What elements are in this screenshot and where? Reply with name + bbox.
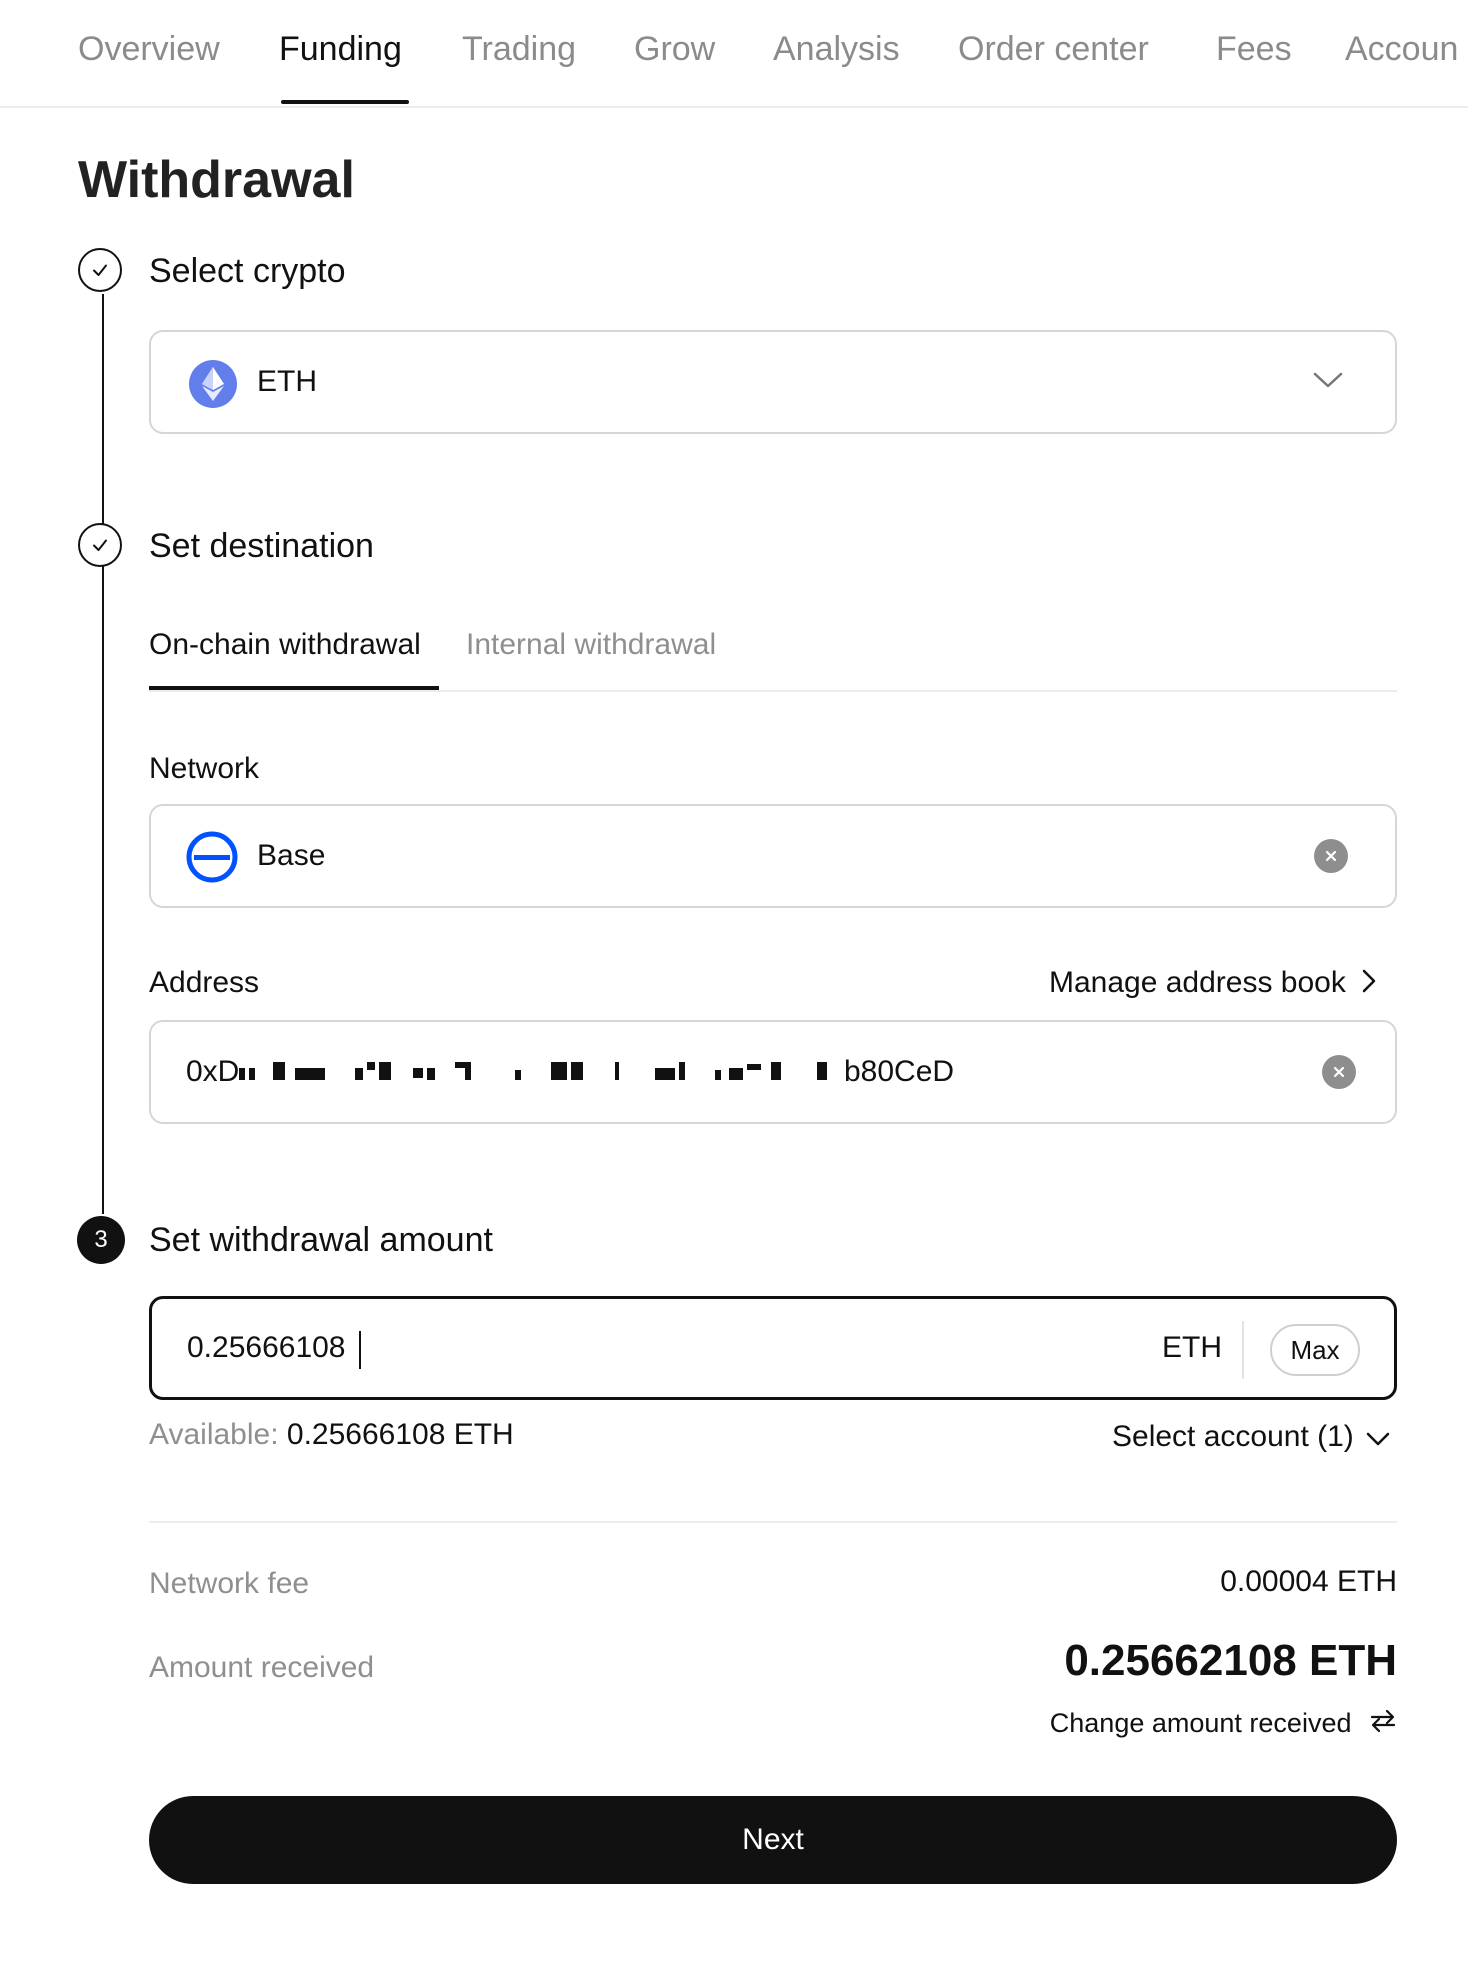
address-prefix: 0xD: [186, 1055, 240, 1088]
top-nav: [0, 0, 1468, 108]
ethereum-icon: [189, 360, 237, 408]
swap-icon: [1369, 1708, 1397, 1741]
network-fee-value: 0.00004 ETH: [1220, 1565, 1397, 1598]
amount-received-value: 0.25662108 ETH: [1064, 1636, 1397, 1685]
manage-address-book-label: Manage address book: [1049, 966, 1346, 999]
tab-grow[interactable]: Grow: [634, 30, 716, 68]
change-amount-received-link[interactable]: [1050, 1708, 1397, 1741]
address-label: Address: [149, 966, 260, 999]
available-balance: [149, 1418, 514, 1452]
stepper-line: [102, 294, 104, 1214]
tab-on-chain-withdrawal[interactable]: On-chain withdrawal: [149, 628, 421, 661]
tab-overview[interactable]: Overview: [78, 30, 220, 68]
active-subtab-indicator: [149, 686, 439, 690]
summary-divider: [149, 1521, 1397, 1523]
network-label: Network: [149, 752, 260, 785]
tab-analysis[interactable]: Analysis: [773, 30, 900, 68]
chevron-right-icon: [1362, 967, 1376, 1001]
selected-network: Base: [257, 839, 326, 872]
step-number-badge: 3: [77, 1216, 125, 1264]
clear-network-icon[interactable]: [1314, 839, 1348, 873]
selected-crypto: ETH: [257, 365, 317, 398]
crypto-select[interactable]: [149, 330, 1397, 434]
change-amount-received-label: Change amount received: [1049, 1708, 1352, 1738]
tab-order-center[interactable]: Order center: [958, 30, 1149, 68]
select-account-dropdown[interactable]: [1112, 1420, 1390, 1455]
amount-received-label: Amount received: [149, 1651, 375, 1684]
next-button[interactable]: Next: [149, 1796, 1397, 1884]
text-caret: [359, 1331, 361, 1369]
available-value: 0.25666108 ETH: [286, 1418, 514, 1451]
clear-address-icon[interactable]: [1322, 1055, 1356, 1089]
subtabs-divider: [149, 690, 1397, 692]
tab-account[interactable]: Accoun: [1345, 30, 1459, 68]
active-tab-indicator: [281, 100, 409, 104]
tab-fees[interactable]: Fees: [1216, 30, 1292, 68]
page-title: Withdrawal: [78, 151, 355, 209]
network-fee-label: Network fee: [149, 1567, 310, 1600]
address-suffix: b80CeD: [844, 1055, 955, 1088]
address-input[interactable]: [149, 1020, 1397, 1124]
amount-currency: ETH: [1162, 1331, 1222, 1364]
manage-address-book-link[interactable]: [1049, 966, 1376, 1001]
max-button[interactable]: Max: [1270, 1324, 1360, 1376]
step-complete-check-icon: [78, 523, 122, 567]
amount-input[interactable]: [149, 1296, 1397, 1400]
step-title-select-crypto: Select crypto: [149, 252, 346, 290]
chevron-down-icon: [1366, 1421, 1390, 1455]
step-title-set-destination: Set destination: [149, 527, 374, 565]
step-title-set-amount: Set withdrawal amount: [149, 1221, 493, 1259]
amount-value: 0.25666108: [187, 1331, 346, 1364]
tab-funding[interactable]: Funding: [279, 30, 402, 68]
input-separator: [1242, 1321, 1244, 1379]
network-select[interactable]: [149, 804, 1397, 908]
redacted-address-segment: [239, 1052, 839, 1096]
tab-trading[interactable]: Trading: [462, 30, 577, 68]
available-label: Available:: [149, 1418, 279, 1451]
step-complete-check-icon: [78, 248, 122, 292]
chevron-down-icon: [1313, 370, 1343, 395]
base-network-icon: [186, 831, 238, 883]
select-account-label: Select account (1): [1112, 1420, 1354, 1453]
tab-internal-withdrawal[interactable]: Internal withdrawal: [466, 628, 717, 661]
